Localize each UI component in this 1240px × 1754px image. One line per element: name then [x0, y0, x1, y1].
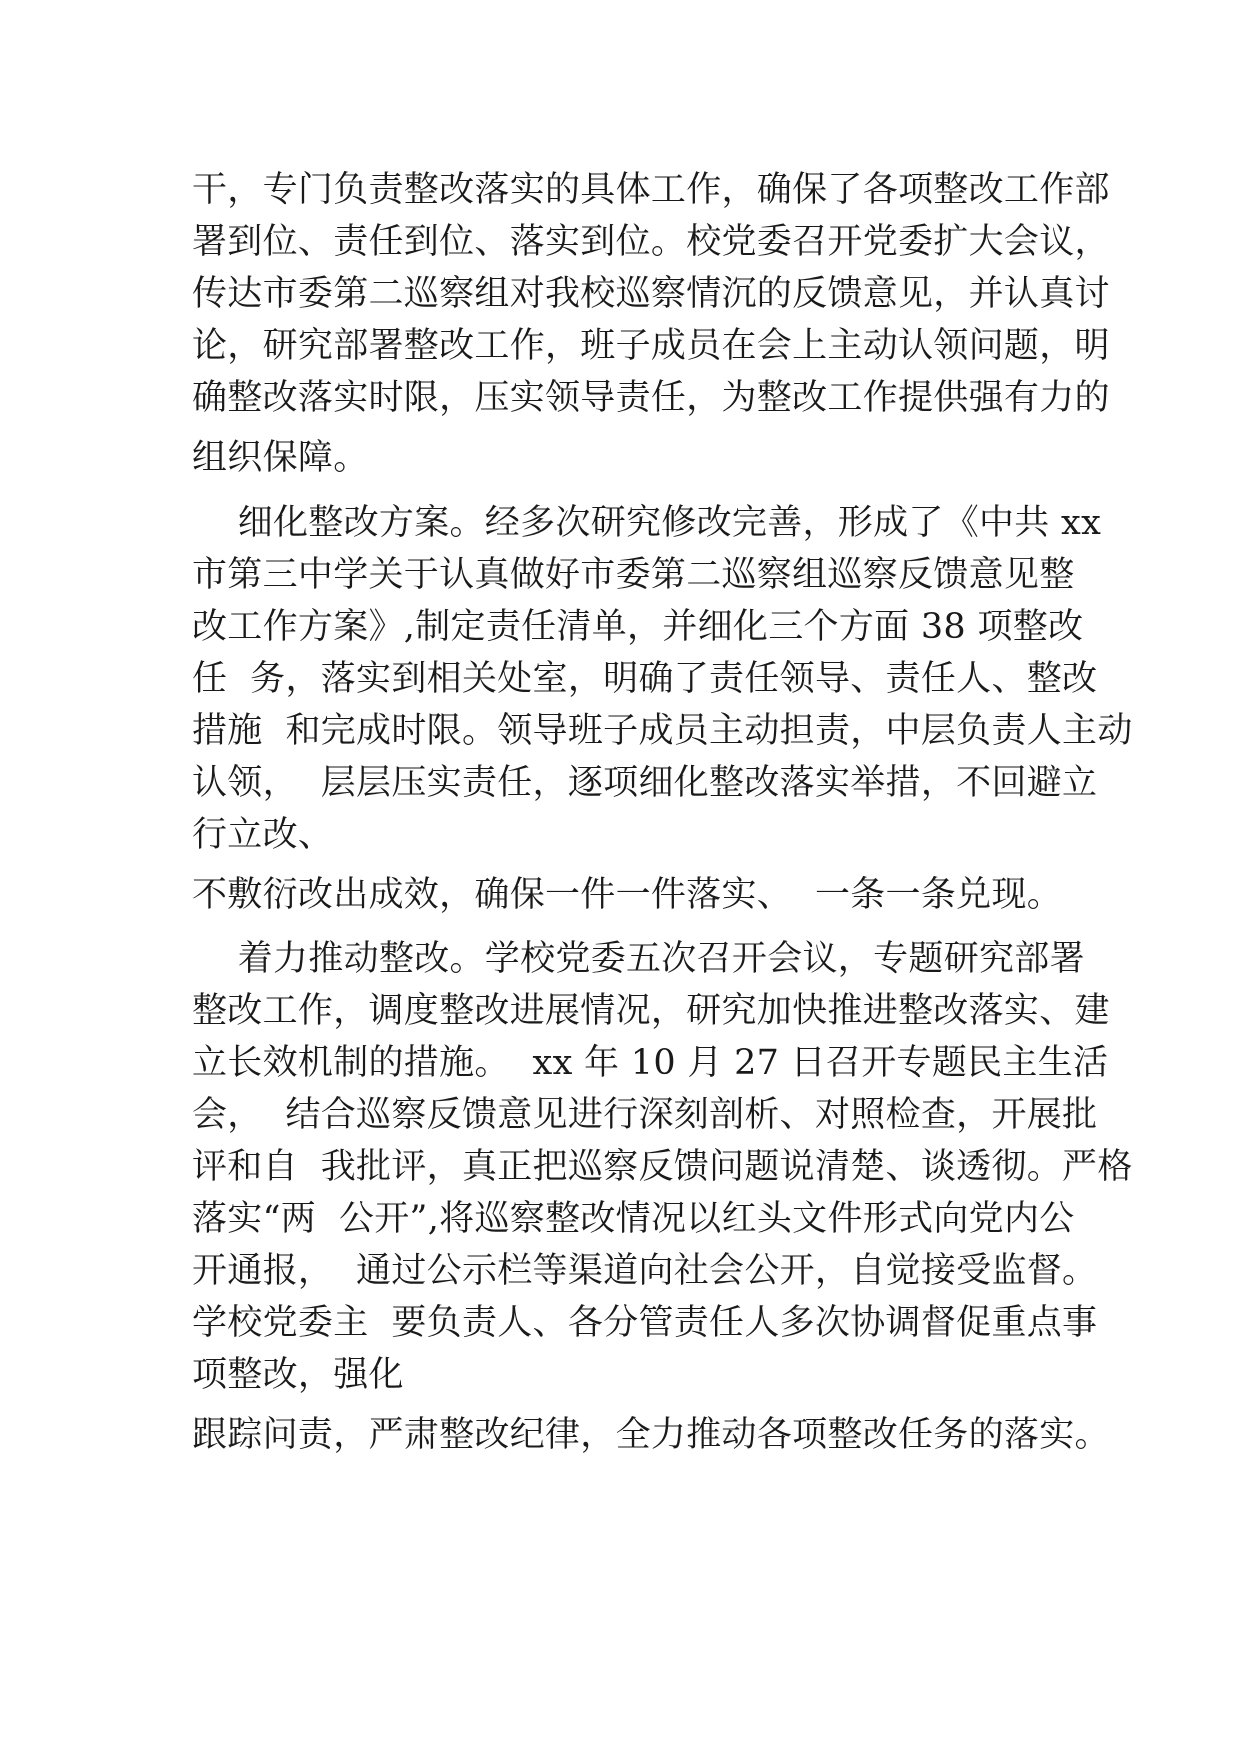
text-line: 开通报， 通过公示栏等渠道向社会公开，自觉接受监督。	[192, 1251, 1098, 1291]
text-line: 市第三中学关于认真做好市委第二巡察组巡察反馈意见整	[192, 555, 1075, 595]
text-line: 跟踪问责，严肃整改纪律，全力推动各项整改任务的落实。	[192, 1415, 1110, 1455]
text-line: 行立改、	[192, 815, 334, 855]
text-line: 不敷衍改出成效，确保一件一件落实、 一条一条兑现。	[192, 875, 1063, 915]
text-line: 改工作方案》,制定责任清单，并细化三个方面 38 项整改	[192, 607, 1084, 647]
text-line: 会， 结合巡察反馈意见进行深刻剖析、对照检查，开展批	[192, 1095, 1098, 1135]
text-line: 干，专门负责整改落实的具体工作，确保了各项整改工作部	[192, 170, 1110, 210]
text-line: 着力推动整改。学校党委五次召开会议，专题研究部署	[192, 939, 1085, 979]
text-line: 组织保障。	[192, 438, 369, 478]
text-line: 项整改，强化	[192, 1355, 404, 1395]
text-line: 认领， 层层压实责任，逐项细化整改落实举措，不回避立	[192, 763, 1098, 803]
text-line: 评和自 我批评，真正把巡察反馈问题说清楚、谈透彻。严格	[192, 1147, 1133, 1187]
text-line: 措施 和完成时限。领导班子成员主动担责，中层负责人主动	[192, 711, 1133, 751]
text-line: 传达市委第二巡察组对我校巡察情沉的反馈意见，并认真讨	[192, 274, 1110, 314]
text-line: 学校党委主 要负责人、各分管责任人多次协调督促重点事	[192, 1303, 1098, 1343]
text-line: 署到位、责任到位、落实到位。校党委召开党委扩大会议，	[192, 222, 1110, 262]
text-line: 立长效机制的措施。 xx 年 10 月 27 日召开专题民主生活	[192, 1043, 1109, 1083]
text-line: 整改工作，调度整改进展情况，研究加快推进整改落实、建	[192, 991, 1110, 1031]
text-line: 落实“两 公开”,将巡察整改情况以红头文件形式向党内公	[192, 1199, 1075, 1239]
text-line: 任 务，落实到相关处室，明确了责任领导、责任人、整改	[192, 659, 1098, 699]
text-line: 细化整改方案。经多次研究修改完善，形成了《中共 xx	[192, 503, 1102, 543]
text-line: 确整改落实时限，压实领导责任，为整改工作提供强有力的	[192, 378, 1110, 418]
text-line: 论，研究部署整改工作，班子成员在会上主动认领问题，明	[192, 326, 1110, 366]
